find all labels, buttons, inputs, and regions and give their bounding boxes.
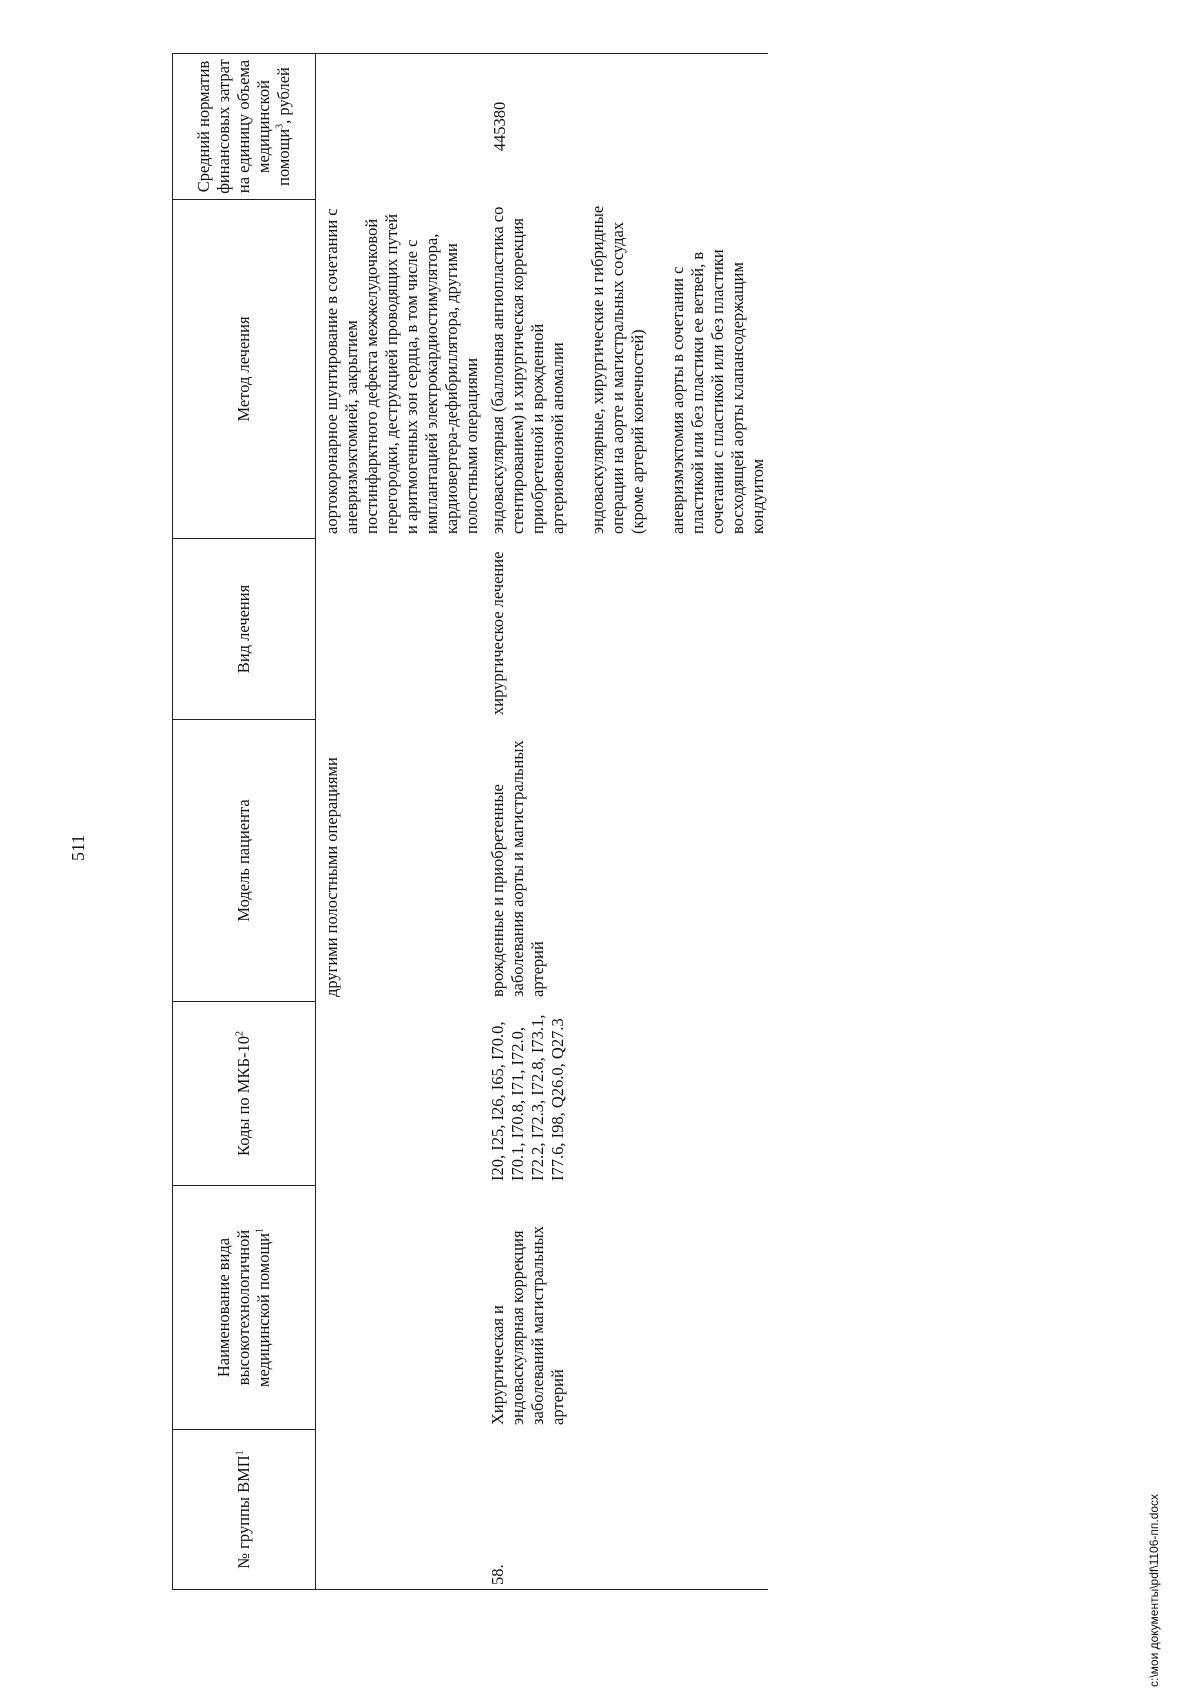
header-cost: Средний норматив финансовых затрат на единицу объема медицинской помощи$^3$, рублей — [173, 54, 316, 200]
cell-treatment-type — [316, 539, 483, 720]
header-patient-model: Модель пациента — [173, 720, 316, 1002]
cell-codes: I20, I25, I26, I65, I70.0, I70.1, I70.8, I71, I72.0, I72.2, I72.3, I72.8, I73.1, I77.6, I98, Q26.0, Q27.3 — [488, 1014, 567, 1181]
table-row — [482, 54, 768, 1590]
table-row — [316, 54, 483, 1590]
footer-file-path: c:\мои документы\pdf\1106-пп.docx — [1147, 1493, 1161, 1687]
cell-method — [316, 200, 483, 539]
cell-patient-model: врожденные и приобретенные заболевания аорты и магистральных артерий — [488, 740, 547, 997]
method-text: эндоваскулярные, хирургические и гибридные операции на аорте и магистральных сосудах (кроме артерий конечностей) — [588, 205, 647, 534]
vmp-table — [172, 53, 768, 1590]
cell-cost: 445380 — [482, 54, 768, 200]
cell-method — [482, 200, 768, 539]
header-group-no: № группы ВМП$^1$ — [173, 1430, 316, 1590]
cell-group-no: 58. — [482, 1430, 768, 1590]
cell-treatment-type: хирургическое лечение — [488, 551, 507, 715]
method-text: эндоваскулярная (баллонная ангиопластика со стентированием) и хирургическая коррекция приобретенной и врожденной артериовенозной аномалии — [488, 206, 567, 534]
cell-name: Хирургическая и эндоваскулярная коррекция заболеваний магистральных артерий — [488, 1226, 567, 1425]
header-treatment-type: Вид лечения — [173, 539, 316, 720]
method-text: аортокоронарное шунтирование в сочетании с аневризмэктомией, закрытием постинфарктного дефекта межжелудочковой перегородки, деструкцией проводящих путей и аритмогенных зон сердца, в том числе с имплантацией электрокардиостимулятора, кардиовертера-дефибриллятора, другими полостными операциями — [322, 208, 481, 534]
cell-name — [316, 1186, 483, 1430]
cell-codes — [316, 1002, 483, 1186]
header-method: Метод лечения — [173, 200, 316, 539]
cell-patient-model: другими полостными операциями — [322, 757, 341, 997]
page-number: 511 — [68, 834, 88, 861]
header-name: Наименование вида высокотехнологичной медицинской помощи$^1$ — [173, 1186, 316, 1430]
cell-cost — [316, 54, 483, 200]
header-codes: Коды по МКБ-$10^2$ — [173, 1002, 316, 1186]
cell-group-no — [316, 1430, 483, 1590]
table-header-row — [173, 54, 316, 1590]
method-text: аневризмэктомия аорты в сочетании с пластикой или без пластики ее ветвей, в сочетании с пластикой или без пластики восходящей аорты клапансодержащим кондуитом — [668, 249, 767, 534]
